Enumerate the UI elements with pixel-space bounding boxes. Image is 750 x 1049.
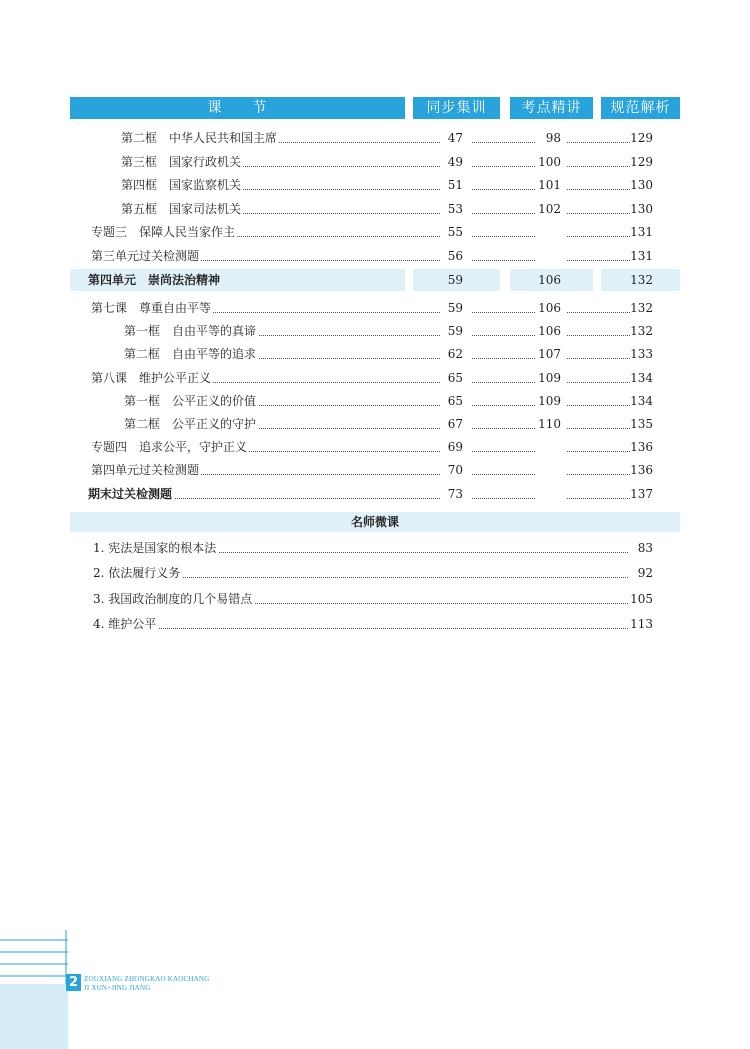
- leader-dots: [472, 260, 535, 261]
- toc-sync-page: 47: [447, 131, 463, 145]
- toc-exam-page: 102: [538, 201, 561, 216]
- toc-entry-title: 第五框 国家司法机关: [121, 199, 243, 219]
- toc-row[interactable]: [0, 460, 750, 480]
- leader-dots: [472, 474, 535, 475]
- toc-analysis-page: 130: [630, 178, 653, 192]
- header-analysis: 规范解析: [601, 97, 680, 119]
- toc-entry-title: 第三框 国家行政机关: [121, 152, 243, 172]
- toc-exam-page: 100: [538, 154, 561, 169]
- micro-lesson-title: 名师微课: [70, 512, 680, 532]
- leader-dots: [472, 451, 535, 452]
- toc-entry-title: 第八课 维护公平正义: [91, 368, 213, 388]
- toc-row[interactable]: [0, 321, 750, 341]
- unit4-title: 第四单元 崇尚法治精神: [88, 273, 221, 287]
- toc-row[interactable]: [0, 199, 750, 219]
- leader-dots: [472, 236, 535, 237]
- page-number: 2: [66, 974, 81, 991]
- toc-analysis-page: 131: [630, 225, 653, 239]
- micro-lesson-page: 113: [630, 616, 653, 631]
- toc-row[interactable]: [0, 437, 750, 457]
- toc-analysis-page: 134: [630, 370, 653, 385]
- toc-row[interactable]: [0, 152, 750, 172]
- toc-row[interactable]: [0, 344, 750, 364]
- toc-sync-page: 49: [447, 154, 463, 169]
- micro-lesson-title-item: 4. 维护公平: [93, 614, 158, 634]
- toc-row[interactable]: [0, 368, 750, 388]
- toc-row[interactable]: [0, 391, 750, 411]
- toc-sync-page: 62: [447, 347, 463, 362]
- toc-entry-title: 第二框 自由平等的追求: [124, 344, 258, 364]
- footer-series-line1: ZOUXIANG ZHONGKAO KAOCHANG: [84, 975, 210, 983]
- toc-row[interactable]: [0, 484, 750, 504]
- toc-analysis-page: 133: [630, 347, 653, 362]
- toc-entry-title: 第一框 自由平等的真谛: [124, 321, 258, 341]
- micro-lesson-row[interactable]: [0, 614, 750, 634]
- toc-analysis-page: 135: [630, 417, 653, 431]
- toc-entry-title: 第三单元过关检测题: [91, 246, 201, 266]
- toc-sync-page: 53: [447, 201, 463, 216]
- toc-exam-page: 98: [545, 131, 561, 145]
- footer-series-line2: JI XUN+JING JIANG: [84, 984, 151, 992]
- toc-entry-title: 期末过关检测题: [88, 484, 174, 504]
- footer-strip: [0, 984, 68, 1049]
- micro-lesson-title-item: 2. 依法履行义务: [93, 563, 182, 583]
- leader-dots: [472, 498, 535, 499]
- micro-lesson-page: 105: [630, 591, 653, 606]
- toc-sync-page: 73: [447, 486, 463, 501]
- toc-analysis-page: 132: [630, 301, 653, 315]
- toc-analysis-page: 131: [630, 248, 653, 263]
- header-lesson: 课 节: [70, 97, 405, 119]
- toc-exam-page: 101: [538, 178, 561, 192]
- toc-entry-title: 专题三 保障人民当家作主: [91, 222, 237, 242]
- toc-exam-page: 109: [538, 393, 561, 408]
- micro-lesson-title-item: 3. 我国政治制度的几个易错点: [93, 589, 254, 609]
- toc-entry-title: 第二框 公平正义的守护: [124, 414, 258, 434]
- footer-decoration: [0, 930, 68, 984]
- unit4-analysis-page: 132: [630, 273, 653, 287]
- toc-entry-title: 第四框 国家监察机关: [121, 175, 243, 195]
- toc-sync-page: 51: [447, 178, 463, 192]
- toc-sync-page: 69: [447, 440, 463, 455]
- micro-lesson-title-item: 1. 宪法是国家的根本法: [93, 538, 218, 558]
- toc-exam-page: 109: [538, 370, 561, 385]
- micro-lesson-page: 92: [637, 566, 653, 581]
- toc-analysis-page: 137: [630, 486, 653, 501]
- toc-sync-page: 59: [447, 324, 463, 339]
- micro-lesson-row[interactable]: [0, 538, 750, 558]
- toc-entry-title: 专题四 追求公平，守护正义: [91, 437, 249, 457]
- unit4-exam-page: 106: [538, 273, 561, 287]
- toc-entry-title: 第七课 尊重自由平等: [91, 298, 213, 318]
- toc-analysis-page: 130: [630, 201, 653, 216]
- toc-analysis-page: 129: [630, 154, 653, 169]
- header-exam: 考点精讲: [510, 97, 593, 119]
- toc-analysis-page: 132: [630, 324, 653, 339]
- toc-sync-page: 67: [447, 417, 463, 431]
- toc-sync-page: 70: [447, 463, 463, 478]
- toc-sync-page: 55: [447, 225, 463, 239]
- toc-row[interactable]: [0, 414, 750, 434]
- toc-analysis-page: 136: [630, 440, 653, 455]
- toc-exam-page: 110: [538, 417, 561, 431]
- toc-row[interactable]: [0, 222, 750, 242]
- micro-lesson-row[interactable]: [0, 563, 750, 583]
- toc-analysis-page: 134: [630, 393, 653, 408]
- micro-lesson-row[interactable]: [0, 589, 750, 609]
- header-sync: 同步集训: [413, 97, 500, 119]
- toc-row[interactable]: [0, 246, 750, 266]
- toc-analysis-page: 136: [630, 463, 653, 478]
- toc-sync-page: 59: [447, 301, 463, 315]
- toc-row[interactable]: [0, 128, 750, 148]
- toc-sync-page: 56: [447, 248, 463, 263]
- toc-exam-page: 107: [538, 347, 561, 362]
- unit4-row[interactable]: [0, 269, 750, 291]
- leader-dots: [100, 628, 628, 629]
- toc-exam-page: 106: [538, 301, 561, 315]
- toc-row[interactable]: [0, 175, 750, 195]
- toc-row[interactable]: [0, 298, 750, 318]
- toc-analysis-page: 129: [630, 131, 653, 145]
- toc-entry-title: 第二框 中华人民共和国主席: [121, 128, 279, 148]
- toc-sync-page: 65: [447, 370, 463, 385]
- toc-entry-title: 第一框 公平正义的价值: [124, 391, 258, 411]
- micro-lesson-page: 83: [637, 541, 653, 555]
- toc-entry-title: 第四单元过关检测题: [91, 460, 201, 480]
- unit4-sync-page: 59: [447, 273, 463, 287]
- toc-exam-page: 106: [538, 324, 561, 339]
- toc-sync-page: 65: [447, 393, 463, 408]
